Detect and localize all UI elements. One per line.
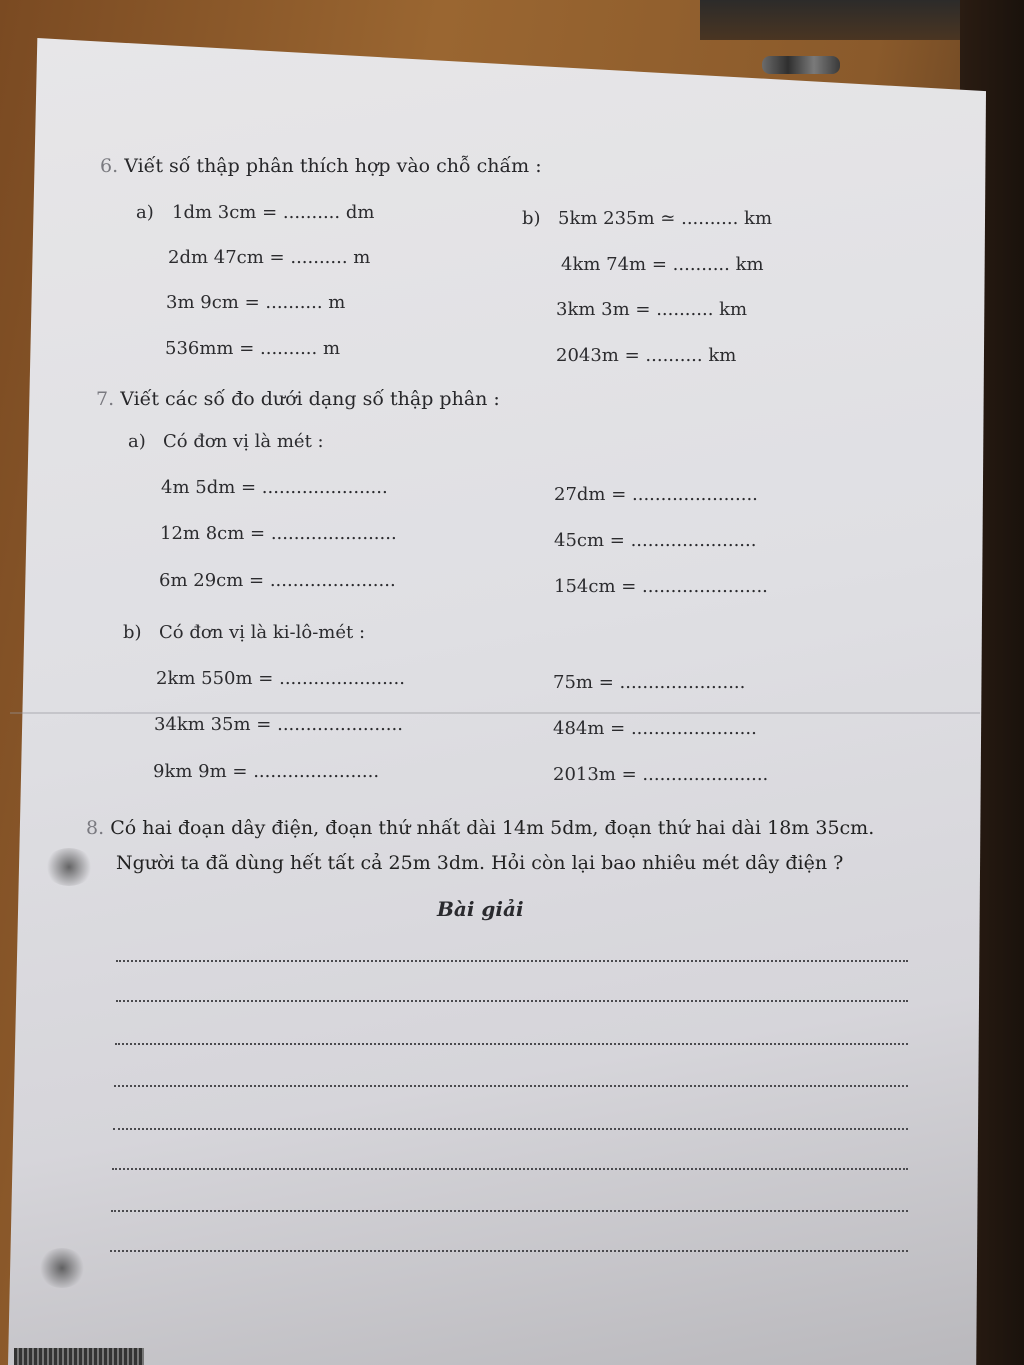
ink-smudge — [44, 848, 94, 886]
q7-b-label: b) — [123, 622, 142, 643]
q6-b-item: 4km 74m = .......... km — [561, 254, 764, 275]
q7-text: Viết các số đo dưới dạng số thập phân : — [120, 388, 500, 410]
answer-line — [116, 960, 908, 962]
q7-a-right-item: 45cm = ...................... — [554, 530, 757, 551]
q7-b-left-item: 9km 9m = ...................... — [153, 761, 380, 782]
answer-line — [111, 1210, 908, 1212]
q7-a-right-item: 27dm = ...................... — [554, 484, 758, 505]
solution-title: Bài giải — [437, 897, 524, 921]
q6-a-label: a) — [136, 202, 154, 223]
answer-line — [116, 1000, 908, 1002]
answer-line — [110, 1250, 908, 1252]
q7-b-text: Có đơn vị là ki-lô-mét : — [159, 622, 366, 643]
q6-b-label: b) — [522, 208, 541, 229]
q8-number: 8. — [86, 817, 105, 839]
q6-a-item: 2dm 47cm = .......... m — [168, 247, 371, 268]
q7-heading — [96, 388, 500, 410]
q7-number: 7. — [96, 388, 115, 410]
ink-smudge — [38, 1248, 86, 1288]
q6-number: 6. — [100, 155, 119, 177]
q7-a-text: Có đơn vị là mét : — [163, 431, 324, 452]
q6-a-item: 536mm = .......... m — [165, 338, 341, 359]
q7-b-right-item: 75m = ...................... — [553, 672, 746, 693]
q7-b-left-item: 2km 550m = ...................... — [156, 668, 405, 689]
q7-b-left-item: 34km 35m = ...................... — [154, 714, 403, 735]
q6-b-item: 3km 3m = .......... km — [556, 299, 748, 320]
q7-a-right-item: 154cm = ...................... — [554, 576, 768, 597]
q6-heading — [100, 155, 542, 177]
q7-a-left-item: 6m 29cm = ...................... — [159, 570, 396, 591]
q7-b-right-item: 484m = ...................... — [553, 718, 757, 739]
q6-b-item: 5km 235m ≃ .......... km — [558, 208, 773, 229]
q7-b-right-item: 2013m = ...................... — [553, 764, 769, 785]
q6-a-item: 3m 9cm = .......... m — [166, 292, 346, 313]
q8-heading — [86, 817, 874, 839]
worksheet-paper — [8, 38, 986, 1365]
answer-line — [113, 1128, 908, 1130]
q7-a-left-item: 12m 8cm = ...................... — [160, 523, 397, 544]
q6-text: Viết số thập phân thích hợp vào chỗ chấm : — [124, 155, 542, 177]
bottom-edge-object — [14, 1348, 144, 1365]
answer-line — [115, 1043, 908, 1045]
answer-line — [112, 1168, 908, 1170]
q8-line1: Có hai đoạn dây điện, đoạn thứ nhất dài 14m 5dm, đoạn thứ hai dài 18m 35cm. — [110, 817, 875, 839]
paper-clip — [762, 56, 840, 74]
q7-a-left-item: 4m 5dm = ...................... — [161, 477, 388, 498]
answer-line — [114, 1085, 908, 1087]
q7-a-label: a) — [128, 431, 146, 452]
q8-line2: Người ta đã dùng hết tất cả 25m 3dm. Hỏi còn lại bao nhiêu mét dây điện ? — [116, 852, 844, 874]
q6-b-item: 2043m = .......... km — [556, 345, 737, 366]
q6-a-item: 1dm 3cm = .......... dm — [172, 202, 375, 223]
